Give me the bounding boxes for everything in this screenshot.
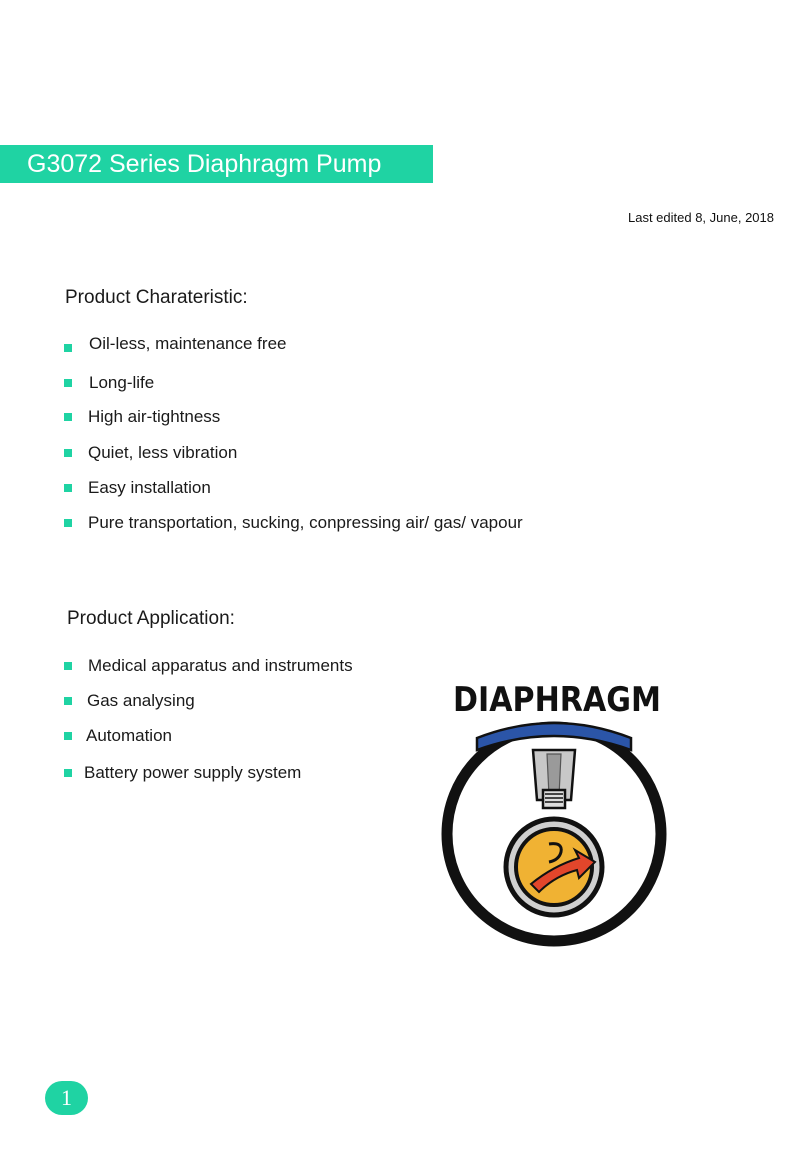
bullet-square-icon (64, 379, 72, 387)
bullet-square-icon (64, 662, 72, 670)
hex-nut-icon (543, 790, 565, 808)
list-item: Quiet, less vibration (64, 443, 237, 463)
page-number-badge (45, 1081, 88, 1115)
last-edited-date: Last edited 8, June, 2018 (627, 210, 774, 225)
bullet-square-icon (64, 697, 72, 705)
list-item: Medical apparatus and instruments (64, 656, 353, 676)
list-item: High air-tightness (64, 407, 220, 427)
list-item: Automation (64, 726, 172, 746)
bullet-square-icon (64, 449, 72, 457)
list-item: Battery power supply system (64, 763, 301, 783)
application-heading: Product Application: (67, 608, 235, 629)
bullet-square-icon (64, 484, 72, 492)
bullet-square-icon (64, 413, 72, 421)
diaphragm-pump-logo (435, 672, 675, 947)
document-title: G3072 Series Diaphragm Pump (27, 149, 382, 178)
title-banner (0, 145, 433, 183)
list-item: Oil-less, maintenance free (64, 334, 286, 354)
bullet-square-icon (64, 769, 72, 777)
bullet-square-icon (64, 344, 72, 352)
logo-wordmark: DIAPHRAGM (453, 680, 661, 720)
characteristics-heading: Product Charateristic: (65, 287, 248, 308)
list-item: Long-life (64, 373, 154, 393)
bullet-square-icon (64, 519, 72, 527)
list-item: Gas analysing (64, 691, 195, 711)
bullet-square-icon (64, 732, 72, 740)
list-item: Pure transportation, sucking, conpressing air/ gas/ vapour (64, 513, 523, 533)
page-number: 1 (61, 1085, 72, 1110)
list-item: Easy installation (64, 478, 211, 498)
